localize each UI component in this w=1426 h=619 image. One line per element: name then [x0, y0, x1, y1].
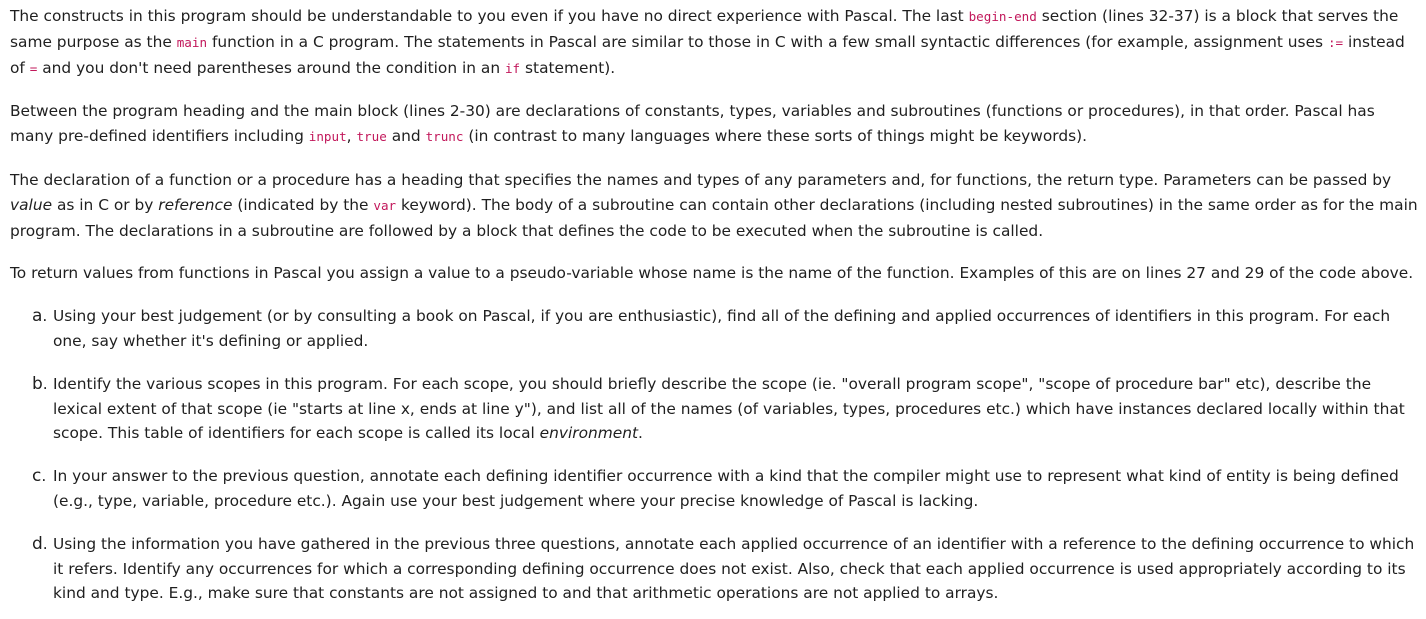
question-letter: a — [32, 306, 43, 327]
inline-code: var — [373, 197, 397, 213]
text-run: statement). — [520, 58, 616, 77]
text-run: To return values from functions in Pascal you assign a value to a pseudo-variable whose name is the name of the function. Examples of this are on lines 27 and 29 of the code above. — [10, 264, 1414, 283]
text-run: and you don't need parentheses around the condition in an — [37, 58, 505, 77]
inline-code: begin-end — [968, 9, 1037, 24]
text-run: keyword). The body of a subroutine can contain other declarations (including nested subroutines) in the same order as for the main program. The declarations in a subroutine are followed by a block that defines the code to be executed when the subroutine is called. — [10, 195, 1418, 240]
paragraph — [10, 4, 1420, 81]
inline-code: = — [29, 60, 38, 76]
text-run: , — [346, 127, 357, 146]
question-item — [32, 304, 1420, 354]
question-item — [32, 464, 1420, 514]
emphasis-text: reference — [158, 195, 233, 214]
question-list — [10, 304, 1420, 606]
text-run: . — [638, 424, 643, 443]
paragraph — [10, 99, 1420, 150]
text-run: (in contrast to many languages where these sorts of things might be keywords). — [463, 127, 1088, 146]
emphasis-text: value — [10, 195, 53, 214]
paragraph — [10, 261, 1420, 286]
text-run: Using your best judgement (or by consulting a book on Pascal, if you are enthusiastic), find all of the defining and applied occurrences of identifiers in this program. For each one, say whether it's defining or applied. — [53, 307, 1391, 350]
paragraph — [10, 168, 1420, 243]
inline-code: true — [356, 129, 387, 145]
question-marker: b. — [32, 373, 48, 394]
text-run: and — [386, 127, 426, 146]
question-marker: c. — [32, 466, 47, 487]
intro-paragraphs — [10, 4, 1420, 286]
inline-code: trunc — [425, 129, 464, 145]
question-marker: d. — [32, 533, 48, 554]
text-run: section (lines 32-37) is a block that serves the same purpose as the — [10, 7, 1399, 51]
text-run: Using the information you have gathered in the previous three questions, annotate each applied occurrence of an identifier with a reference to the defining occurrence to which it refers. Identify any occurrences for which a corresponding defining occurrence does not exist. Also, check that each applied occurrence is used appropriately according to its kind and type. E.g., make sure that constants are not assigned to and that arithmetic operations are not applied to arrays. — [53, 534, 1415, 603]
text-run: In your answer to the previous question, annotate each defining identifier occurrence with a kind that the compiler might use to represent what kind of entity is being defined (e.g., type, variable, procedure etc.). Again use your best judgement where your precise knowledge of Pascal is lacking. — [53, 467, 1399, 510]
inline-code: input — [308, 129, 347, 145]
question-marker: a. — [32, 306, 48, 327]
text-run: Between the program heading and the main block (lines 2-30) are declarations of constants, types, variables and subroutines (functions or procedures), in that order. Pascal has many pre-defined identifiers including — [10, 102, 1375, 146]
text-run: The constructs in this program should be understandable to you even if you have no direct experience with Pascal. The last — [10, 7, 969, 25]
text-run: (indicated by the — [232, 195, 374, 214]
question-letter: d — [32, 533, 43, 554]
inline-code: := — [1327, 34, 1344, 50]
text-run: The declaration of a function or a procedure has a heading that specifies the names and types of any parameters and, for functions, the return type. Parameters can be passed by — [10, 170, 1392, 189]
text-run: Identify the various scopes in this program. For each scope, you should briefly describe the scope (ie. "overall program scope", "scope of procedure bar" etc), describe the lexical extent of that scope (ie "starts at line x, ends at line y"), and list all of the names (of variables, types, procedures etc.) which have instances declared locally within that scope. This table of identifiers for each scope is called its local — [53, 374, 1405, 443]
text-run: instead of — [10, 32, 1405, 77]
text-run: as in C or by — [52, 195, 159, 214]
inline-code: if — [504, 60, 521, 76]
text-run: function in a C program. The statements in Pascal are similar to those in C with a few small syntactic differences (for example, assignment uses — [207, 32, 1328, 51]
emphasis-text: environment — [539, 424, 639, 443]
question-item — [32, 372, 1420, 446]
question-item — [32, 532, 1420, 606]
question-letter: c — [32, 466, 42, 487]
question-letter: b — [32, 373, 43, 394]
inline-code: main — [176, 34, 208, 50]
